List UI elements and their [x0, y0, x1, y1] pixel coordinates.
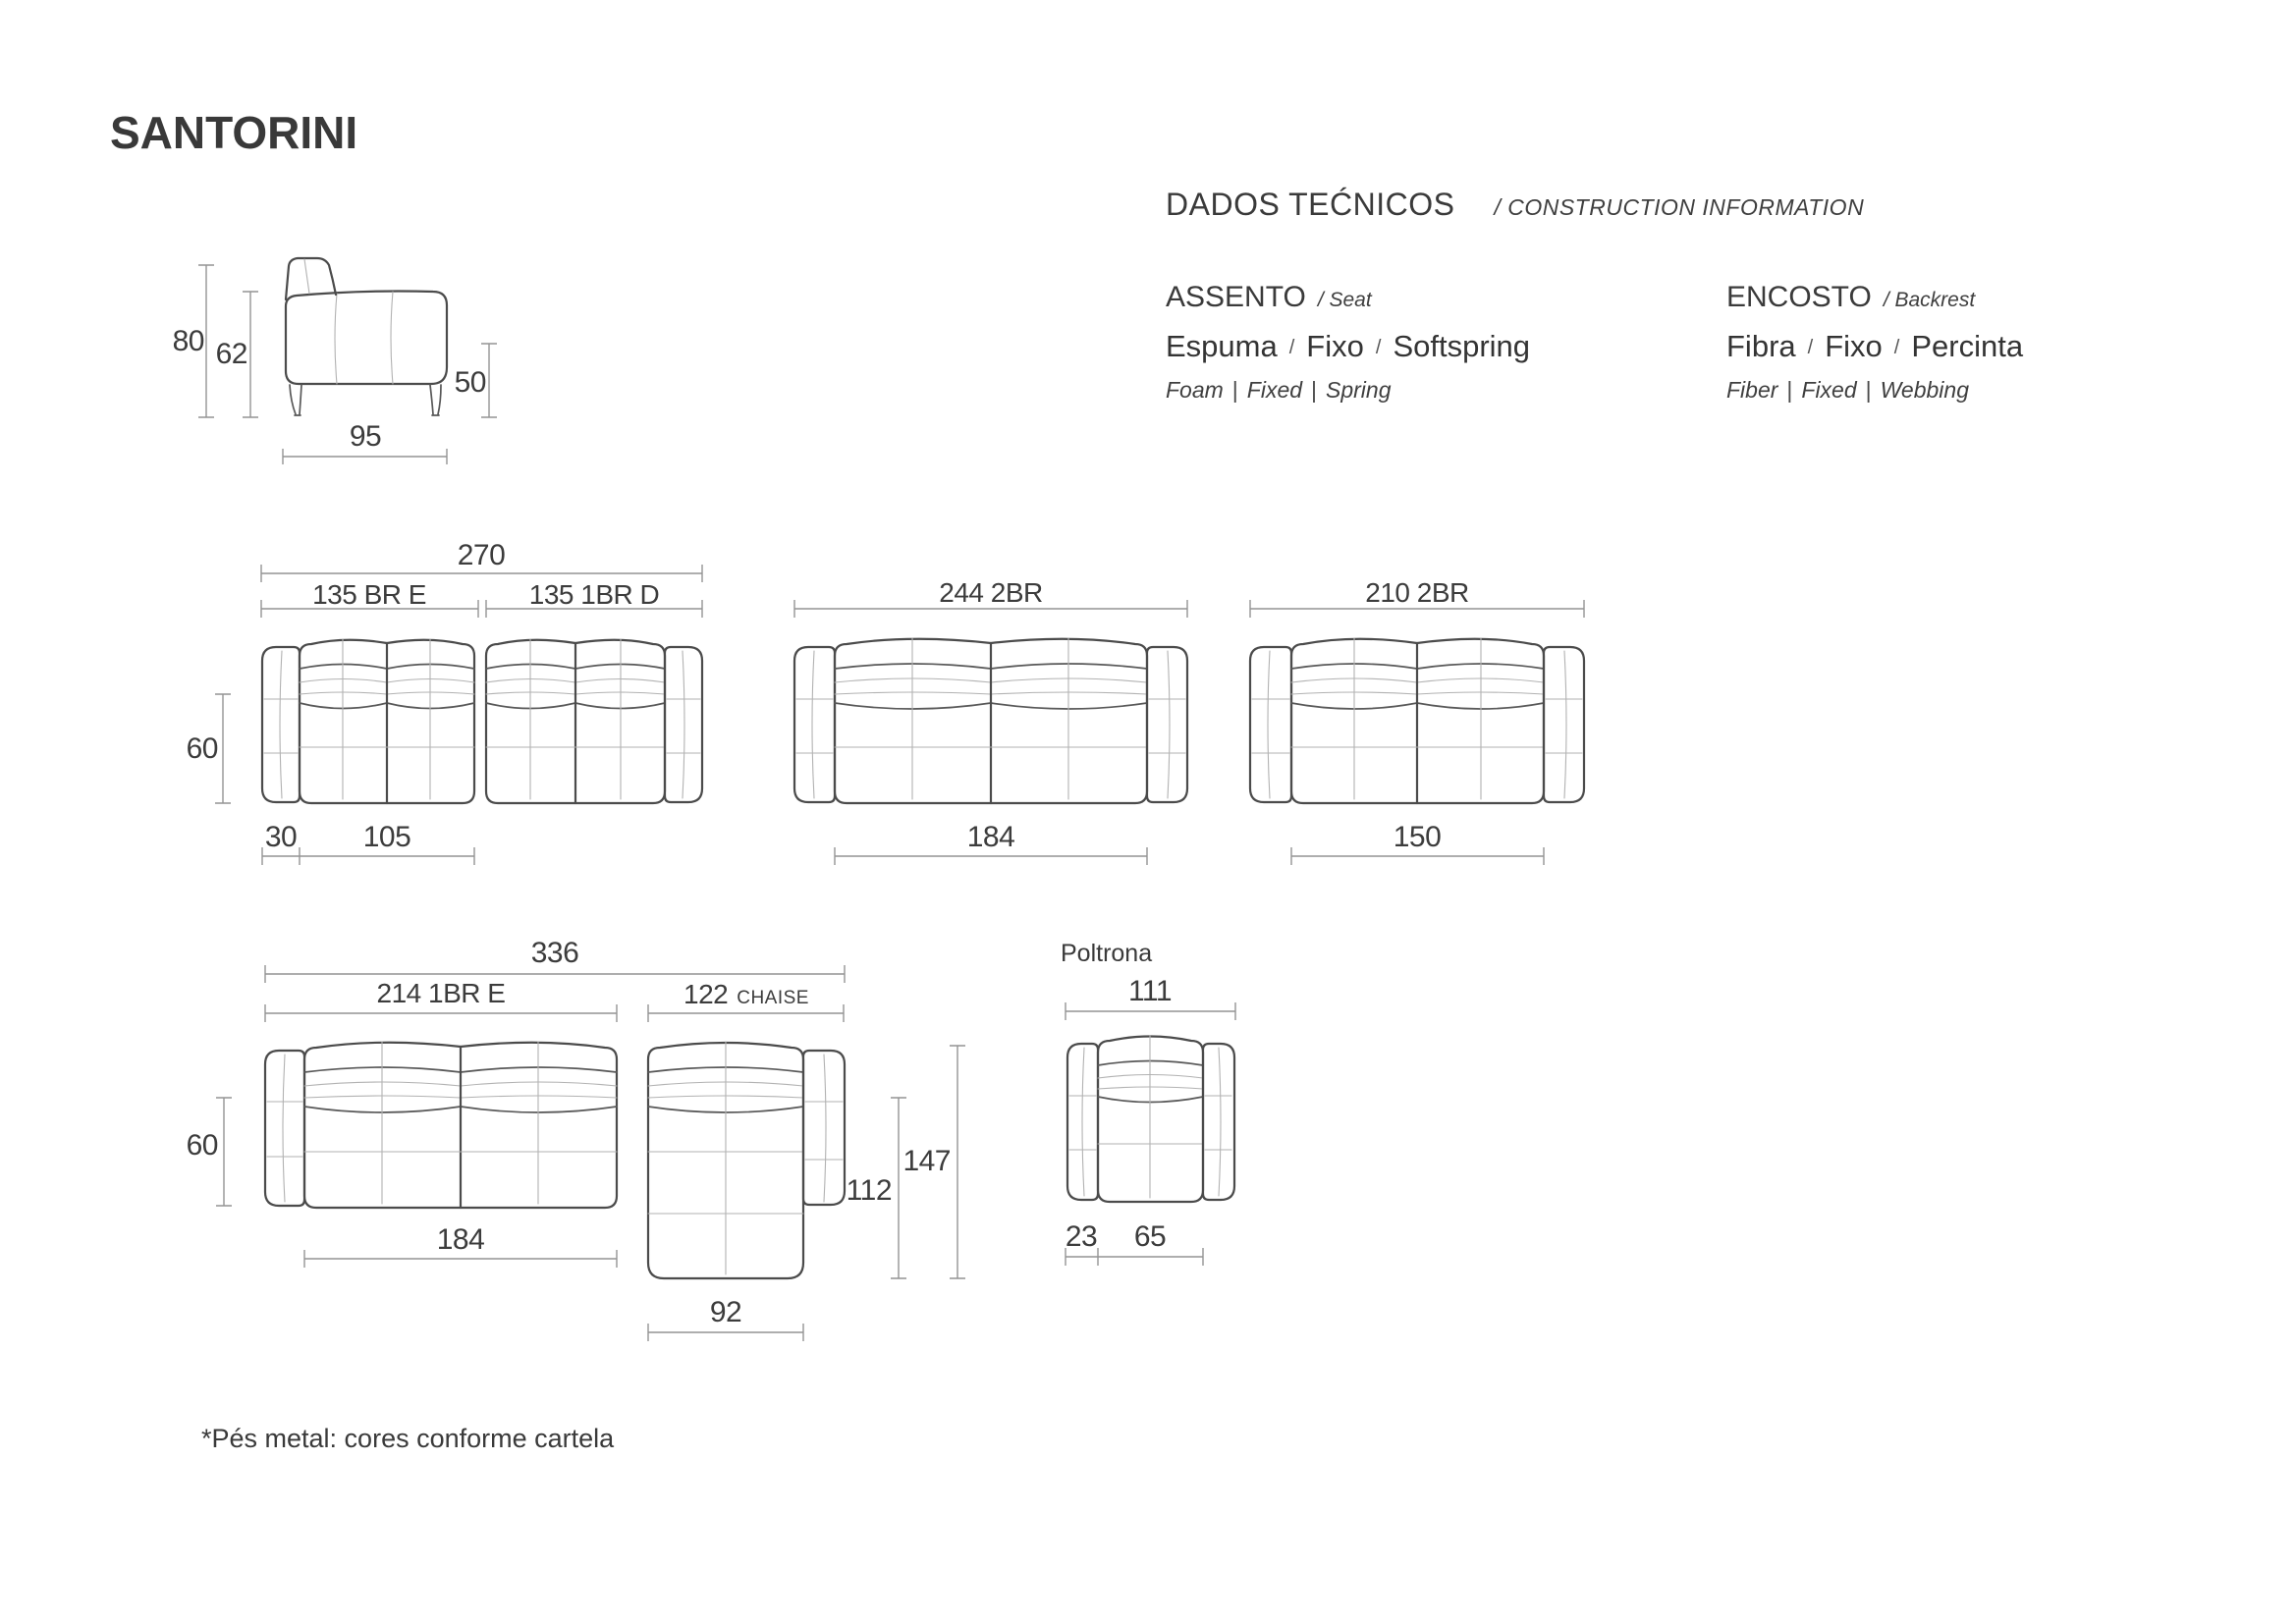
backrest-material-en-2: Fixed: [1801, 377, 1857, 403]
combo-336-drawing: [265, 1042, 845, 1278]
separator: |: [1231, 377, 1238, 403]
module-label-135-1br-d: 135 1BR D: [528, 579, 660, 610]
separator: |: [1865, 377, 1872, 403]
combo-270-drawing: [262, 639, 702, 803]
dim-row1-seat-depth: 60: [186, 732, 218, 765]
seat-materials-pt: [1166, 329, 1530, 364]
separator: |: [1311, 377, 1318, 403]
module-label-244-2br: 244 2BR: [939, 577, 1043, 608]
armchair-drawing: [1067, 1036, 1234, 1202]
sofa-244-drawing: [794, 638, 1187, 803]
backrest-material-pt-1: Fibra: [1726, 329, 1796, 363]
dim-chaise-depth-inner: 112: [846, 1174, 892, 1207]
dim-combo336-total: 336: [530, 937, 579, 969]
module-label-214-1br-e: 214 1BR E: [376, 978, 506, 1008]
separator: /: [1375, 337, 1382, 358]
separator: /: [1288, 337, 1295, 358]
separator: /: [1893, 337, 1900, 358]
dim-armchair-total: 111: [1127, 975, 1173, 1007]
armchair-title: Poltrona: [1061, 940, 1153, 967]
sofa-210-drawing: [1250, 638, 1584, 803]
dim-combo270-total: 270: [457, 539, 506, 571]
seat-material-pt-1: Espuma: [1166, 329, 1278, 363]
dim-combo336-seat: 184: [436, 1223, 485, 1256]
backrest-materials-en: [1726, 377, 2023, 404]
seat-label-en: / Seat: [1317, 289, 1372, 311]
dim-armchair-arm: 23: [1065, 1220, 1098, 1253]
dim-chaise-module-width: 92: [709, 1296, 742, 1328]
backrest-label-en: / Backrest: [1883, 289, 1976, 311]
module-label-135-br-e: 135 BR E: [312, 579, 426, 610]
seat-material-en-2: Fixed: [1246, 377, 1303, 403]
backrest-materials-pt: [1726, 329, 2023, 364]
seat-materials-en: [1166, 377, 1530, 404]
page-title: SANTORINI: [110, 107, 358, 158]
seat-material-en-1: Foam: [1166, 377, 1224, 403]
seat-spec-heading: [1166, 281, 1530, 314]
module-label-210-2br: 210 2BR: [1365, 577, 1469, 608]
construction-heading-pt: DADOS TEĆNICOS: [1166, 187, 1455, 222]
seat-label-pt: ASSENTO: [1166, 281, 1306, 313]
dim-side-back-height: 62: [215, 338, 247, 370]
dim-side-total-height: 80: [172, 325, 204, 357]
backrest-material-pt-2: Fixo: [1825, 329, 1883, 363]
module-label-122-chaise: [683, 978, 809, 1011]
dim-row2-seat-depth: 60: [186, 1129, 218, 1162]
dim-chaise-depth-total: 147: [902, 1145, 951, 1177]
dim-chaise-width-value: 122: [683, 979, 729, 1009]
seat-spec-block: [1166, 281, 1530, 404]
side-view-drawing: [286, 258, 447, 415]
dim-210-seat: 150: [1393, 821, 1442, 853]
seat-material-en-3: Spring: [1326, 377, 1392, 403]
seat-material-pt-3: Softspring: [1393, 329, 1531, 363]
backrest-spec-block: [1726, 281, 2023, 404]
combo-336-dimension-lines: [216, 965, 965, 1341]
dim-armchair-seat: 65: [1133, 1220, 1167, 1253]
separator: /: [1807, 337, 1814, 358]
chaise-word: CHAISE: [737, 988, 809, 1008]
separator: |: [1786, 377, 1793, 403]
backrest-spec-heading: [1726, 281, 2023, 314]
backrest-label-pt: ENCOSTO: [1726, 281, 1872, 313]
dim-side-depth: 95: [349, 420, 382, 453]
dim-244-seat: 184: [966, 821, 1015, 853]
construction-heading-en: / CONSTRUCTION INFORMATION: [1494, 194, 1865, 220]
seat-material-pt-2: Fixo: [1306, 329, 1364, 363]
feet-footnote: *Pés metal: cores conforme cartela: [201, 1424, 615, 1453]
backrest-material-pt-3: Percinta: [1911, 329, 2024, 363]
dim-side-seat-height: 50: [454, 366, 486, 399]
dim-combo270-arm: 30: [264, 821, 298, 853]
dim-combo270-seat: 105: [362, 821, 411, 853]
backrest-material-en-3: Webbing: [1880, 377, 1969, 403]
construction-info-header: [1166, 187, 1864, 223]
backrest-material-en-1: Fiber: [1726, 377, 1778, 403]
